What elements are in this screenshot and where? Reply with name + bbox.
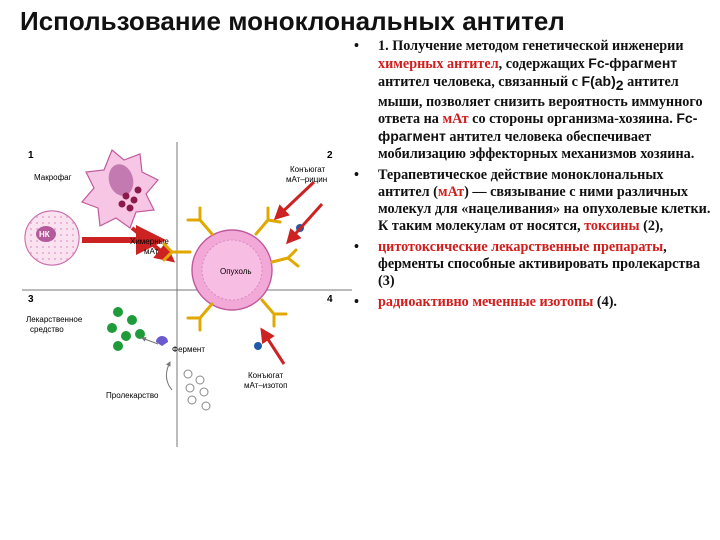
highlight-text: химерных антител (378, 55, 499, 72)
highlight-text: цитотоксические лекарственные препараты (378, 238, 664, 255)
nk-label: НК (39, 230, 50, 239)
conj-isotope-label-1: Конъюгат (248, 371, 284, 380)
bullet-dot: • (354, 167, 359, 184)
bullet-list (352, 38, 714, 310)
conj-isotope-label-2: мАт–изотоп (244, 381, 288, 390)
bullet-item-1 (352, 38, 714, 163)
antibody-therapy-diagram (22, 142, 352, 447)
text-segment: антител человека, связанный с (378, 73, 582, 90)
text-segment: , содержащих (498, 55, 589, 72)
bullet-dot: • (354, 293, 359, 310)
conj-ricin-label-1: Конъюгат (290, 165, 326, 174)
prodrug-molecules (184, 370, 210, 410)
bullet-item-4 (352, 294, 714, 311)
text-segment: ) — связывание с ними различных молекул для «нацеливания» на опухолевые клетки. К таким молекулам от носятся, (378, 184, 711, 234)
text-segment: антител мыши, позволяет снизить вероятность иммунного ответа на (378, 73, 703, 128)
panel-number-2: 2 (327, 150, 333, 161)
isotope-arrow (262, 330, 284, 364)
bullet-dot: • (354, 38, 359, 54)
prodrug-arrow (166, 362, 172, 390)
text-segment: 1. Получение методом генетической инженерии (378, 38, 684, 54)
text-segment: (4). (593, 293, 617, 310)
drug-molecules (107, 307, 145, 351)
bullet-dot: • (354, 238, 359, 255)
text-segment: со стороны организма-хозяина. (468, 111, 677, 128)
fc-fragment-term: Fc-фрагмент (588, 54, 678, 71)
enzyme-icon (156, 336, 168, 346)
ricin-arrow (276, 182, 314, 218)
text-segment: антител человека обеспечивает мобилизацию эффекторных механизмов хозяина. (378, 129, 695, 163)
highlight-text: токсины (584, 217, 640, 234)
conj-ricin-label-2: мАт–рицин (286, 175, 328, 184)
tumor-label: Опухоль (220, 267, 252, 276)
slide-title: Использование моноклональных антител (20, 6, 565, 36)
drug-label-1: Лекарственное (26, 315, 83, 324)
chimeric-label-2: мАт (144, 247, 159, 256)
isotope-icon (254, 342, 262, 350)
highlight-text: мАт (442, 111, 469, 128)
enzyme-arrow (142, 338, 158, 344)
panel-number-1: 1 (28, 150, 34, 161)
prodrug-label: Пролекарство (106, 391, 159, 400)
chimeric-label-1: Химерные (130, 237, 169, 246)
fab-term: F(ab) (581, 72, 616, 89)
bullet-column (352, 38, 714, 314)
text-segment: , ферменты способные активировать пролекарства (3) (378, 238, 701, 289)
text-segment: (2), (639, 217, 664, 234)
panel-number-4: 4 (327, 294, 333, 305)
enzyme-label: Фермент (172, 345, 206, 354)
ricin-arrow-2 (288, 204, 322, 242)
drug-label-2: средство (30, 325, 64, 334)
highlight-text: мАт (437, 184, 465, 201)
bullet-item-2 (352, 167, 714, 235)
nk-cell-icon (25, 211, 79, 265)
fab-subscript: 2 (615, 76, 624, 93)
text-segment: Терапевтическое действие моноклональных антител ( (378, 167, 664, 201)
bullet-item-3 (352, 239, 714, 290)
fc-fragment-term: Fc-фрагмент (378, 110, 698, 145)
highlight-text: радиоактивно меченные изотопы (378, 293, 594, 310)
macrophage-icon (82, 150, 158, 228)
panel-number-3: 3 (28, 294, 34, 305)
macrophage-label: Макрофаг (34, 173, 72, 182)
